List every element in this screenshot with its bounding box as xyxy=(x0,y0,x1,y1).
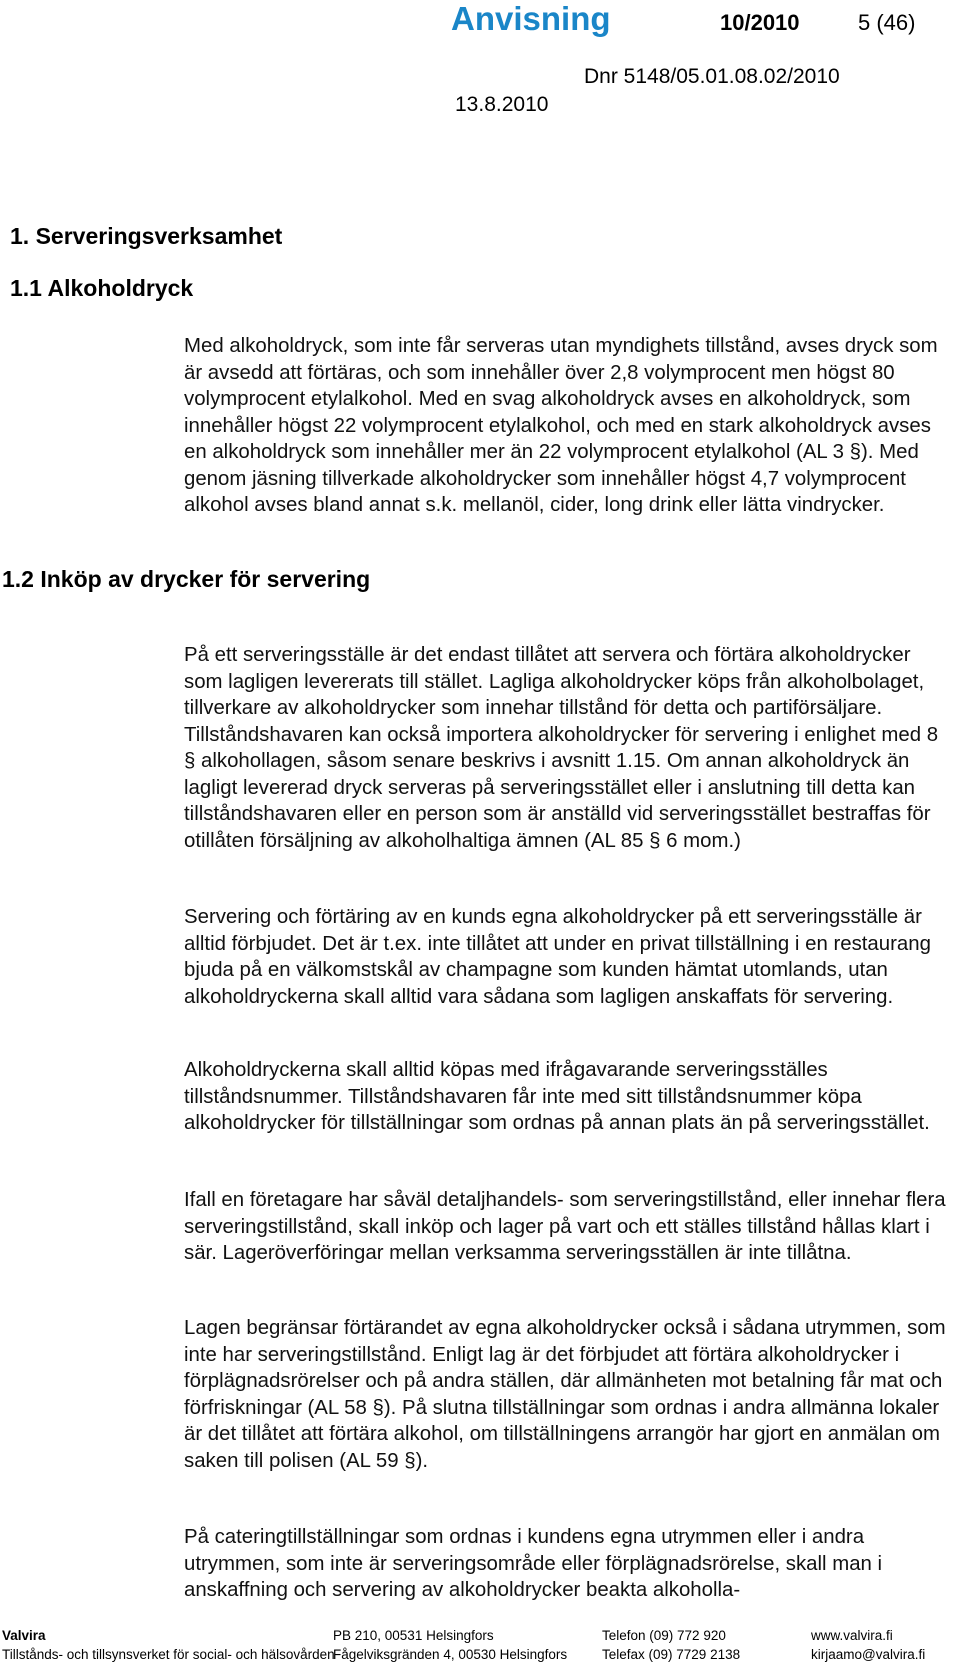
paragraph-text: Servering och förtäring av en kunds egna alkoholdrycker på ett serveringsställe är alltid förbjudet. Det är t.ex. inte tillåtet att under en privat tillställning i en restaurang bjuda på en välkomstskål av champagne som kunden hämtat utomlands, utan alkoholdryckerna skall alltid vara sådana som lagligen anskaffats för servering. xyxy=(184,906,931,1008)
footer-org: Valvira xyxy=(2,1628,46,1643)
paragraph-text: På cateringtillställningar som ordnas i kundens egna utrymmen eller i andra utrymmen, som inte är serveringsområde eller förplägnadsrörelse, skall man i anskaffning och servering av alkoholdrycker beakta alkoholla- xyxy=(184,1526,883,1601)
paragraph-text: Med alkoholdryck, som inte får serveras utan myndighets tillstånd, avses dryck som är avsedd att förtäras, och som innehåller över 2,8 volymprocent men högst 80 volymprocent etylalkohol. Med en svag alkoholdryck avses en alkoholdryck, som innehåller högst 22 volymprocent etylalkohol, och med en stark alkoholdryck avses en alkoholdryck som innehåller mer än 22 volymprocent etylalkohol (AL 3 §). Med genom jäsning tillverkade alkoholdrycker som innehåller högst 4,7 volymprocent alkohol avses bland annat s.k. mellanöl, cider, long drink eller lätta vindrycker. xyxy=(184,335,938,516)
registry-number: Dnr 5148/05.01.08.02/2010 xyxy=(584,65,840,88)
footer-po-box: PB 210, 00531 Helsingfors xyxy=(333,1628,494,1643)
paragraph-alkoholdryck xyxy=(184,333,954,519)
footer-org-full: Tillstånds- och tillsynsverket för social- och hälsovården xyxy=(2,1647,335,1662)
paragraph-tillstandsnummer xyxy=(184,1057,954,1137)
footer-row-1 xyxy=(0,1628,960,1647)
footer-email-link[interactable]: kirjaamo@valvira.fi xyxy=(811,1647,926,1662)
paragraph-text: Alkoholdryckerna skall alltid köpas med ifrågavarande serveringsställes tillståndsnummer. Tillståndshavaren får inte med sitt tillståndsnummer köpa alkoholdrycker för tillställningar som ordnas på annan plats än på serveringsstället. xyxy=(184,1059,930,1134)
footer-phone: Telefon (09) 772 920 xyxy=(602,1628,726,1643)
document-date: 13.8.2010 xyxy=(455,93,549,116)
document-number: 10/2010 xyxy=(720,10,800,35)
paragraph-text: Ifall en företagare har såväl detaljhandels- som serveringstillstånd, eller innehar flera serveringstillstånd, skall inköp och lager på vart och ett ställes tillstånd hållas klart i sär. Lageröverföringar mellan verksamma serveringsställen är inte tillåtna. xyxy=(184,1189,946,1264)
paragraph-catering xyxy=(184,1524,954,1604)
footer-fax: Telefax (09) 7729 2138 xyxy=(602,1647,741,1662)
paragraph-inkop xyxy=(184,642,954,854)
paragraph-begransning xyxy=(184,1315,954,1474)
section-heading-1: 1. Serveringsverksamhet xyxy=(10,223,283,249)
paragraph-kunds-egna xyxy=(184,904,954,1010)
page-footer xyxy=(0,1628,960,1666)
footer-web-link[interactable]: www.valvira.fi xyxy=(811,1628,893,1643)
section-heading-1-2: 1.2 Inköp av drycker för servering xyxy=(2,566,371,592)
paragraph-text: Lagen begränsar förtärandet av egna alkoholdrycker också i sådana utrymmen, som inte har serveringstillstånd. Enligt lag är det förbjudet att förtära alkoholdrycker i förplägnadsrörelser och på andra ställen, där allmänheten mot betalning får mat och förfriskningar (AL 58 §). På slutna tillställningar som ordnas i andra allmänna lokaler är det tillåtet att förtära alkohol, om tillställningens arrangör har gjort en anmälan om saken till polisen (AL 59 §). xyxy=(184,1317,946,1472)
page-number: 5 (46) xyxy=(858,10,916,35)
footer-row-2 xyxy=(0,1647,960,1666)
paragraph-detaljhandel xyxy=(184,1187,954,1267)
paragraph-text: På ett serveringsställe är det endast tillåtet att servera och förtära alkoholdrycker som lagligen levererats till stället. Lagliga alkoholdrycker köps från alkoholbolaget, tillverkare av alkoholdrycker som innehar tillstånd för detta och partiförsäljare. Tillståndshavaren kan också importera alkoholdrycker för servering i enlighet med 8 § alkohollagen, såsom senare beskrivs i avsnitt 1.15. Om annan alkoholdryck än lagligt levererad dryck serveras på serveringsstället eller i anslutning till detta kan tillståndshavaren eller en person som är anställd vid serveringsstället bestraffas för otillåten försäljning av alkoholhaltiga ämnen (AL 85 § 6 mom.) xyxy=(184,644,939,852)
footer-street: Fågelviksgränden 4, 00530 Helsingfors xyxy=(333,1647,568,1662)
section-heading-1-1: 1.1 Alkoholdryck xyxy=(10,275,194,301)
document-type-title: Anvisning xyxy=(451,0,611,37)
